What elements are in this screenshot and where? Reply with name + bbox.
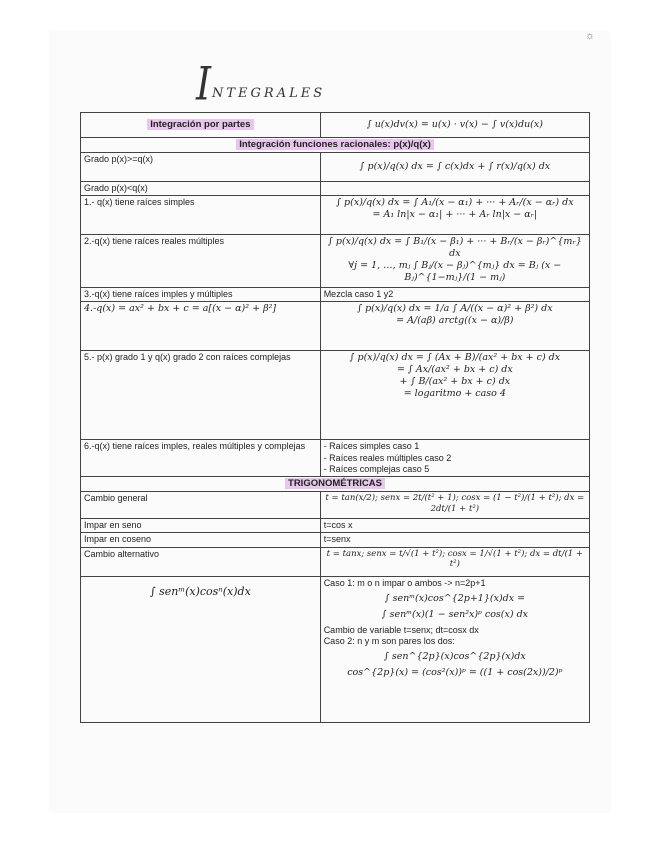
table-row	[81, 138, 590, 153]
table-row	[81, 181, 590, 195]
table-row	[81, 576, 590, 722]
case6-label: 6.-q(x) tiene raíces imples, reales múltiples y complejas	[81, 440, 321, 477]
title-initial: I	[196, 57, 213, 111]
impar-seno-label: Impar en seno	[81, 519, 321, 533]
caso2-text: Caso 2: n y m son pares los dos:	[323, 635, 455, 646]
impar-coseno-formula: t=senx	[320, 533, 589, 547]
table-row	[81, 196, 590, 235]
case2-formula: ∫ p(x)/q(x) dx = ∫ B₁/(x − β₁) + ··· + Bᵣ/(x − βᵣ)^{mᵣ} dx ∀j = 1, …, mⱼ ∫ Bⱼ/(x − βⱼ)^{mⱼ} dx = Bⱼ (x − Bⱼ)^{1−mⱼ}/(1 − mⱼ)	[320, 235, 589, 288]
table-row	[81, 288, 590, 302]
case6-list	[320, 440, 589, 477]
table-cell	[81, 113, 321, 138]
impar-coseno-label: Impar en coseno	[81, 533, 321, 547]
parts-label: Integración por partes	[147, 119, 253, 130]
parts-formula: ∫ u(x)dv(x) = u(x) · v(x) − ∫ v(x)du(x)	[320, 113, 589, 138]
table-row	[81, 440, 590, 477]
list-item: - Raíces complejas caso 5	[323, 463, 430, 474]
case4-formula: ∫ p(x)/q(x) dx = 1/a ∫ A/((x − α)² + β²) dx = A/(aβ) arctg((x − α)/β)	[320, 302, 589, 351]
caso2-formula-2: cos^{2p}(x) = (cos²(x))ᵖ = ((1 + cos(2x))/2)ᵖ	[347, 666, 563, 678]
table-cell	[81, 477, 590, 492]
title-rest: NTEGRALES	[212, 86, 326, 101]
table-row	[81, 492, 590, 519]
list-item: - Raíces reales múltiples caso 2	[323, 452, 452, 463]
table-row	[81, 302, 590, 351]
table-cell	[81, 576, 321, 722]
table-row	[81, 351, 590, 440]
case5-label: 5.- p(x) grado 1 y q(x) grado 2 con raíces complejas	[81, 351, 321, 440]
impar-seno-formula: t=cos x	[320, 519, 589, 533]
table-row	[81, 152, 590, 181]
table-cell	[320, 181, 589, 195]
table-row	[81, 533, 590, 547]
cambio-alt-label: Cambio alternativo	[81, 547, 321, 576]
corner-mark: ☼	[585, 30, 596, 42]
caso1-text: Caso 1: m o n impar o ambos -> n=2p+1	[323, 577, 486, 588]
table-row	[81, 519, 590, 533]
case2-label: 2.-q(x) tiene raíces reales múltiples	[81, 235, 321, 288]
caso1-formula-1: ∫ senᵐ(x)cos^{2p+1}(x)dx =	[384, 592, 526, 604]
grado-lt-label: Grado p(x)<q(x)	[81, 181, 321, 195]
case1-label: 1.- q(x) tiene raíces simples	[81, 196, 321, 235]
cambio-general-formula: t = tan(x/2); senx = 2t/(t² + 1); cosx = (1 − t²)/(1 + t²); dx = 2dt/(1 + t²)	[320, 492, 589, 519]
grado-ge-label: Grado p(x)>=q(x)	[81, 152, 321, 181]
list-item: - Raíces simples caso 1	[323, 441, 420, 452]
caso2-formula-1: ∫ sen^{2p}(x)cos^{2p}(x)dx	[383, 651, 526, 662]
integrals-table	[80, 112, 590, 723]
table-cell	[320, 576, 589, 722]
trig-header: TRIGONOMÉTRICAS	[285, 478, 385, 489]
case3-label: 3.-q(x) tiene raíces imples y múltiples	[81, 288, 321, 302]
table-row	[81, 547, 590, 576]
case3-formula: Mezcla caso 1 y2	[320, 288, 589, 302]
case5-formula: ∫ p(x)/q(x) dx = ∫ (Ax + B)/(ax² + bx + c) dx = ∫ Ax/(ax² + bx + c) dx + ∫ B/(ax² + bx + c) dx = logaritmo + caso 4	[320, 351, 589, 440]
grado-ge-formula: ∫ p(x)/q(x) dx = ∫ c(x)dx + ∫ r(x)/q(x) dx	[320, 152, 589, 181]
table-row	[81, 235, 590, 288]
page-title	[196, 57, 326, 111]
case1-formula: ∫ p(x)/q(x) dx = ∫ A₁/(x − α₁) + ··· + Aᵣ/(x − αᵣ) dx = A₁ ln|x − α₁| + ··· + Aᵣ ln|x − αᵣ|	[320, 196, 589, 235]
caso1-formula-2: ∫ senᵐ(x)(1 − sen²x)ᵖ cos(x) dx	[381, 608, 529, 620]
cambio-alt-formula: t = tanx; senx = t/√(1 + t²); cosx = 1/√(1 + t²); dx = dt/(1 + t²)	[320, 547, 589, 576]
cambio-general-label: Cambio general	[81, 492, 321, 519]
table-cell	[81, 138, 590, 153]
case4-label: 4.-q(x) = ax² + bx + c = a[(x − α)² + β²]	[81, 302, 321, 351]
table-row	[81, 113, 590, 138]
cambio-variable-text: Cambio de variable t=senx; dt=cosx dx	[323, 624, 479, 635]
sen-cos-integral: ∫ senᵐ(x)cosⁿ(x)dx	[149, 584, 251, 598]
rational-header: Integración funciones racionales: p(x)/q(x)	[236, 139, 434, 150]
table-row	[81, 477, 590, 492]
